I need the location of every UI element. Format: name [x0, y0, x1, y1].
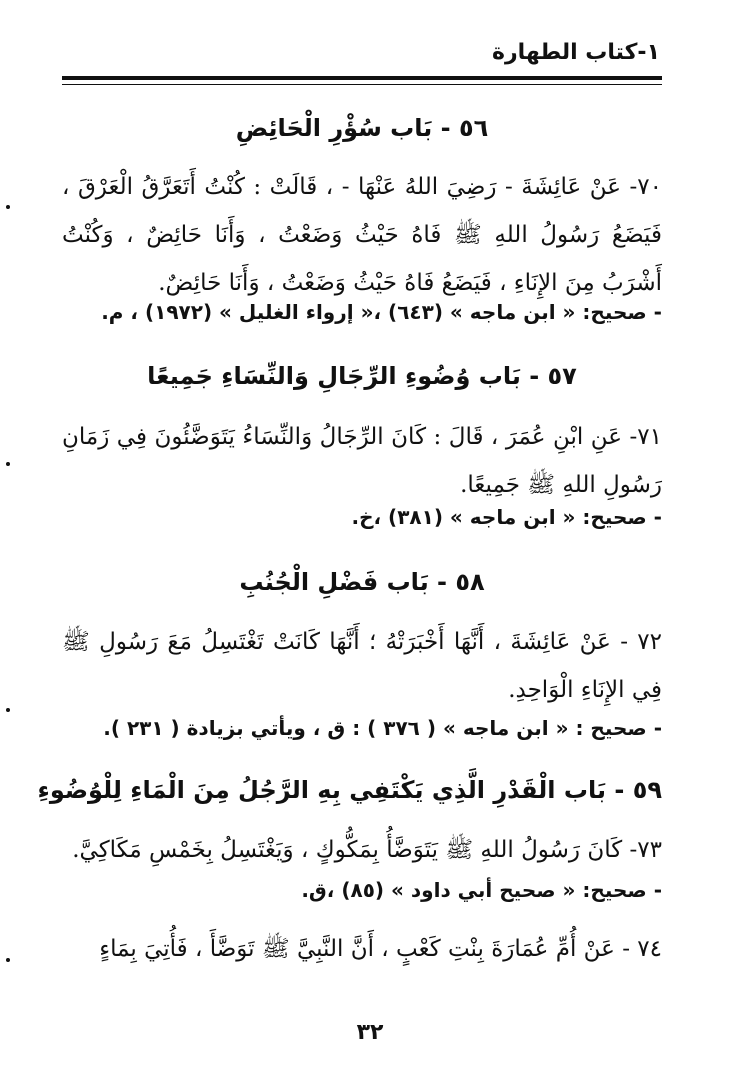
- page-number: ٣٢: [356, 1020, 384, 1045]
- chapter-heading-58: ٥٨ - بَاب فَضْلِ الْجُنُبِ: [239, 568, 485, 596]
- chapter-heading-56: ٥٦ - بَاب سُؤْرِ الْحَائِضِ: [235, 114, 489, 142]
- hadith-73: ٧٣- كَانَ رَسُولُ اللهِ ﷺ يَتَوَضَّأُ بِمَكُّوكٍ ، وَيَغْتَسِلُ بِخَمْسِ مَكَاكِيَّ.: [72, 837, 662, 863]
- running-header: ١-كتاب الطهارة: [491, 40, 660, 65]
- grading-72: - صحيح : « ابن ماجه » ( ٣٧٦ ) : ق ، ويأتي بزيادة ( ٢٣١ ).: [103, 716, 662, 740]
- margin-mark: [6, 462, 10, 466]
- margin-mark: [6, 708, 10, 712]
- hadith-72: ٧٢ - عَنْ عَائِشَةَ ، أَنَّهَا أَخْبَرَتْهُ ؛ أَنَّهَا كَانَتْ تَغْتَسِلُ مَعَ رَسُولِ ﷺ فِي الإِنَاءِ الْوَاحِدِ.: [62, 629, 662, 703]
- chapter-heading-57: ٥٧ - بَاب وُضُوءِ الرِّجَالِ وَالنِّسَاءِ جَمِيعًا: [147, 362, 577, 390]
- chapter-heading-59: ٥٩ - بَاب الْقَدْرِ الَّذِي يَكْتَفِي بِهِ الرَّجُلُ مِنَ الْمَاءِ لِلْوُضُوءِ: [37, 776, 662, 804]
- hadith-70: ٧٠- عَنْ عَائِشَةَ - رَضِيَ اللهُ عَنْهَا - ، قَالَتْ : كُنْتُ أَتَعَرَّقُ الْعَرْقَ ، فَيَضَعُ رَسُولُ اللهِ ﷺ فَاهُ حَيْثُ وَضَعْتُ ، وَأَنَا حَائِضٌ ، وَكُنْتُ أَشْرَبُ مِنَ الإِنَاءِ ، فَيَضَعُ فَاهُ حَيْثُ وَضَعْتُ ، وَأَنَا حَائِضٌ.: [62, 174, 662, 296]
- grading-71: - صحيح: « ابن ماجه » (٣٨١) ،خ.: [351, 505, 662, 529]
- margin-mark: [6, 958, 10, 962]
- grading-70: - صحيح: « ابن ماجه » (٦٤٣) ،« إرواء الغليل » (١٩٧٢) ، م.: [101, 300, 662, 324]
- hadith-74: ٧٤ - عَنْ أُمِّ عُمَارَةَ بِنْتِ كَعْبٍ ، أَنَّ النَّبِيَّ ﷺ تَوَضَّأَ ، فَأُتِيَ بِمَاءٍ: [99, 936, 662, 962]
- header-rule-thin: [62, 84, 662, 85]
- grading-73: - صحيح: « صحيح أبي داود » (٨٥) ،ق.: [301, 878, 662, 902]
- hadith-71: ٧١- عَنِ ابْنِ عُمَرَ ، قَالَ : كَانَ الرِّجَالُ وَالنِّسَاءُ يَتَوَضَّئُونَ فِي زَمَانِ رَسُولِ اللهِ ﷺ جَمِيعًا.: [62, 424, 662, 498]
- margin-mark: [6, 205, 10, 209]
- header-rule-thick: [62, 76, 662, 80]
